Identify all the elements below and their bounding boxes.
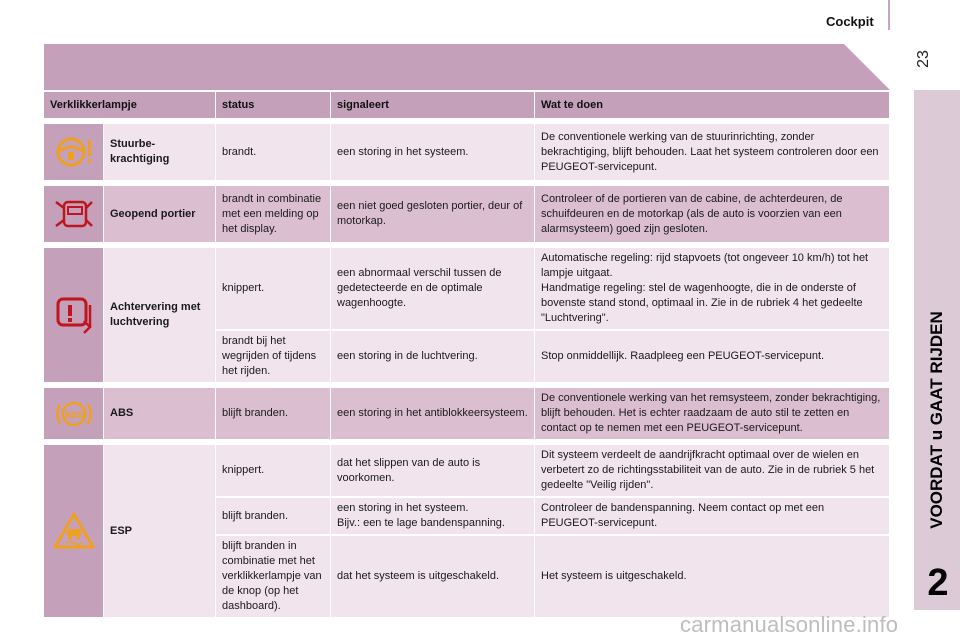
status-cell: knippert.: [216, 439, 331, 496]
status-cell: brandt bij het wegrijden of tijdens het rijden.: [216, 329, 331, 382]
table-row: [44, 439, 890, 496]
column-header-light: Verklikkerlampje: [44, 92, 216, 118]
signal-cell: een storing in het systeem. Bijv.: een te lage bandenspanning.: [331, 496, 535, 534]
abs-icon-text: ABS: [63, 409, 84, 420]
light-name: ABS: [104, 382, 216, 439]
icon-cell: [44, 118, 104, 180]
abs-icon: [54, 397, 94, 431]
table-header-row: [44, 92, 890, 118]
signal-cell: een niet goed gesloten portier, deur of motorkap.: [331, 180, 535, 242]
chapter-number: 2: [927, 562, 949, 604]
light-name: Geopend portier: [104, 180, 216, 242]
page-number: 23: [915, 50, 932, 68]
section-title: Cockpit: [826, 14, 874, 29]
column-header-action: Wat te doen: [535, 92, 890, 118]
light-name: Stuurbe- krachtiging: [104, 118, 216, 180]
action-cell: Stop onmiddellijk. Raadpleeg een PEUGEOT-servicepunt.: [535, 329, 890, 382]
action-cell: Het systeem is uitgeschakeld.: [535, 534, 890, 617]
action-cell: Controleer de bandenspanning. Neem contact op met een PEUGEOT-servicepunt.: [535, 496, 890, 534]
light-name: Achtervering met luchtvering: [104, 242, 216, 382]
status-cell: blijft branden.: [216, 496, 331, 534]
light-name: ESP: [104, 439, 216, 617]
table-row: [44, 118, 890, 180]
signal-cell: een storing in de luchtvering.: [331, 329, 535, 382]
status-cell: blijft branden.: [216, 382, 331, 439]
table-row: [44, 180, 890, 242]
column-header-status: status: [216, 92, 331, 118]
signal-cell: een storing in het antiblokkeersysteem.: [331, 382, 535, 439]
signal-cell: een abnormaal verschil tussen de gedetecteerde en de optimale wagenhoogte.: [331, 242, 535, 329]
table-row: [44, 382, 890, 439]
esp-warning-icon: [52, 511, 96, 551]
action-cell: De conventionele werking van de stuurinrichting, zonder bekrachtiging, blijft behouden. Laat het systeem controleren door een PEUGEOT-servicepunt.: [535, 118, 890, 180]
suspension-warning-icon: [54, 293, 94, 337]
action-cell: Controleer of de portieren van de cabine, de achterdeuren, de schuifdeuren en de motorkap (als de auto is voorzien van een alarmsysteem) goed zijn gesloten.: [535, 180, 890, 242]
action-cell: Automatische regeling: rijd stapvoets (tot ongeveer 10 km/h) tot het lampje uitgaat. Handmatige regeling: stel de wagenhoogte, die in de onderste of bovenste stand stond, optimaal in. Zie in de rubriek 4 het gedeelte "Luchtvering".: [535, 242, 890, 329]
header-rule: [888, 0, 890, 30]
status-cell: blijft branden in combinatie met het verklikkerlampje van de knop (op het dashboard).: [216, 534, 331, 617]
warning-lights-table: [44, 92, 890, 617]
icon-cell: [44, 180, 104, 242]
column-header-signal: signaleert: [331, 92, 535, 118]
action-cell: Dit systeem verdeelt de aandrijfkracht optimaal over de wielen en verbetert zo de richtingsstabiliteit van de auto. Zie in de rubriek 5 het gedeelte "Veilig rijden".: [535, 439, 890, 496]
icon-cell: [44, 242, 104, 382]
status-cell: brandt in combinatie met een melding op het display.: [216, 180, 331, 242]
watermark: carmanualsonline.info: [680, 612, 899, 637]
icon-cell: [44, 382, 104, 439]
section-banner: [44, 44, 890, 90]
chapter-title-text: VOORDAT u GAAT RIJDEN: [927, 311, 946, 529]
open-door-icon: [54, 198, 94, 230]
steering-wheel-warning-icon: [54, 135, 94, 169]
action-cell: De conventionele werking van het remsysteem, zonder bekrachtiging, blijft behouden. Het is echter raadzaam de auto stil te zetten en contact op te nemen met een PEUGEOT-servicepunt.: [535, 382, 890, 439]
status-cell: brandt.: [216, 118, 331, 180]
icon-cell: [44, 439, 104, 617]
signal-cell: een storing in het systeem.: [331, 118, 535, 180]
signal-cell: dat het slippen van de auto is voorkomen.: [331, 439, 535, 496]
status-cell: knippert.: [216, 242, 331, 329]
signal-cell: dat het systeem is uitgeschakeld.: [331, 534, 535, 617]
table-row: [44, 242, 890, 329]
